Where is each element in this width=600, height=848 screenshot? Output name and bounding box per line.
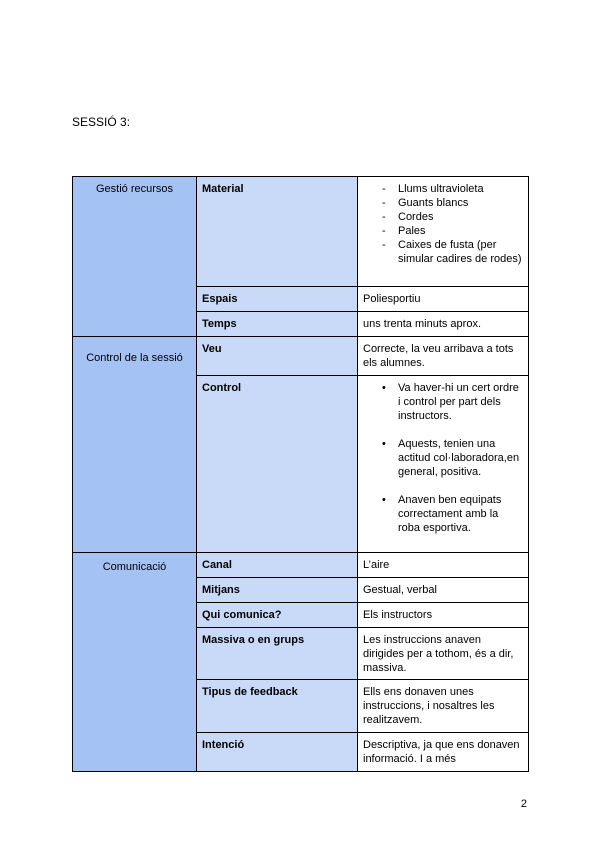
session-table: [72, 176, 529, 772]
field-material: Material: [197, 177, 358, 287]
field-qui-comunica: Qui comunica?: [197, 603, 358, 628]
list-item: - Pales: [363, 224, 523, 238]
list-item: • Va haver-hi un cert ordre i control per part dels instructors.: [363, 381, 523, 423]
list-item: - Guants blancs: [363, 196, 523, 210]
group-gestio-recursos: Gestió recursos: [73, 177, 197, 337]
field-temps: Temps: [197, 312, 358, 337]
value-veu: Correcte, la veu arribava a tots els alumnes.: [358, 337, 529, 376]
field-massiva: Massiva o en grups: [197, 628, 358, 680]
list-item: • Aquests, tenien una actitud col·laboradora,en general, positiva.: [363, 437, 523, 479]
field-mitjans: Mitjans: [197, 578, 358, 603]
list-item: - Cordes: [363, 210, 523, 224]
field-intencio: Intenció: [197, 733, 358, 772]
field-control: Control: [197, 376, 358, 553]
control-list: [363, 381, 523, 535]
field-canal: Canal: [197, 553, 358, 578]
table-row: [73, 177, 529, 287]
list-item: - Caixes de fusta (per simular cadires de rodes): [363, 238, 523, 266]
session-title: SESSIÓ 3:: [72, 115, 131, 129]
value-intencio: Descriptiva, ja que ens donaven informació. I a més: [358, 733, 529, 772]
value-canal: L’aire: [358, 553, 529, 578]
field-espais: Espais: [197, 287, 358, 312]
value-material: [358, 177, 529, 287]
value-control: [358, 376, 529, 553]
table-row: [73, 337, 529, 376]
list-item: - Llums ultravioleta: [363, 182, 523, 196]
group-control-sessio: Control de la sessió: [73, 337, 197, 553]
value-temps: uns trenta minuts aprox.: [358, 312, 529, 337]
page-number: 2: [520, 798, 527, 810]
field-feedback: Tipus de feedback: [197, 680, 358, 733]
material-list: [363, 182, 523, 266]
value-espais: Poliesportiu: [358, 287, 529, 312]
table-row: [73, 553, 529, 578]
field-veu: Veu: [197, 337, 358, 376]
list-item: • Anaven ben equipats correctament amb la roba esportiva.: [363, 493, 523, 535]
value-mitjans: Gestual, verbal: [358, 578, 529, 603]
value-massiva: Les instruccions anaven dirigides per a tothom, és a dir, massiva.: [358, 628, 529, 680]
value-feedback: Ells ens donaven unes instruccions, i nosaltres les realitzavem.: [358, 680, 529, 733]
group-comunicacio: Comunicació: [73, 553, 197, 772]
value-qui-comunica: Els instructors: [358, 603, 529, 628]
